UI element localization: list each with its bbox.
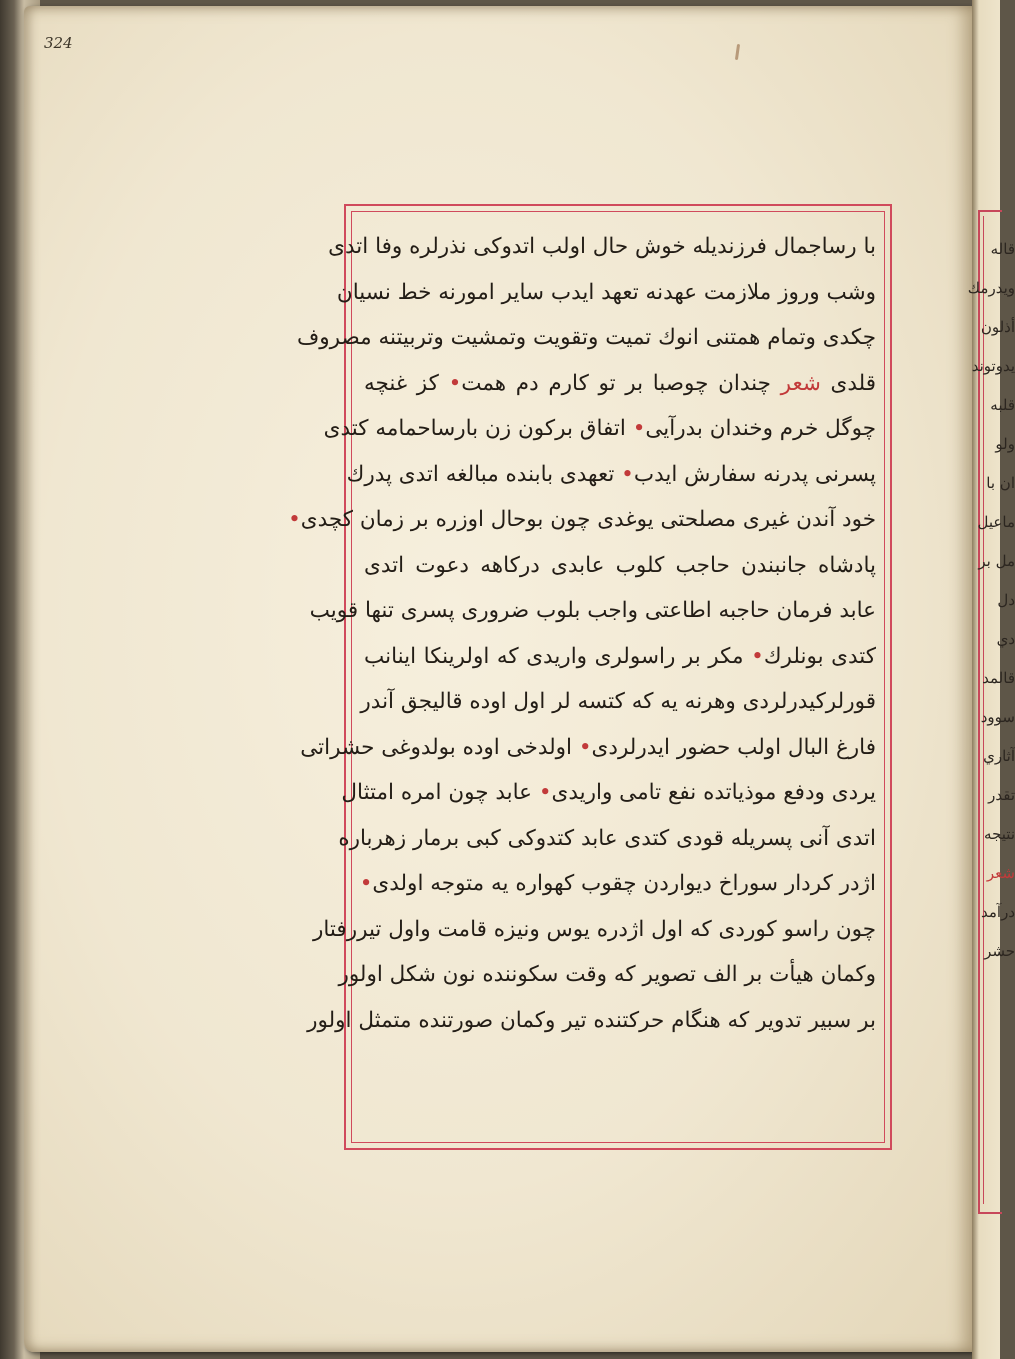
punctuation-dot: • — [578, 734, 592, 760]
punctuation-dot: • — [359, 871, 373, 896]
text-line — [313, 907, 876, 953]
text-line — [338, 816, 876, 862]
text-line — [338, 952, 876, 998]
facing-page-fragment: ماعيل — [977, 513, 1015, 531]
text-segment: عابد چون امره امتثال — [341, 780, 539, 805]
text-line — [364, 543, 876, 589]
facing-page-fragment: مل بر — [978, 552, 1015, 570]
facing-page-fragment: سوود — [980, 708, 1015, 726]
text-segment: قلدی — [820, 370, 876, 396]
text-line — [297, 315, 876, 361]
facing-page-fragment: قاله — [990, 240, 1015, 258]
text-segment: عابد فرمان حاجبه اطاعتی واجب بلوب ضروری پسری تنها قویب — [309, 598, 876, 623]
punctuation-dot: • — [751, 643, 764, 669]
text-line — [346, 452, 876, 498]
text-segment: با رساجمال فرزندیله خوش حال اولب اتدوکی نذرلره وفا اتدی — [328, 234, 876, 259]
punctuation-dot: • — [288, 507, 301, 532]
text-block — [288, 224, 877, 1043]
facing-page-text — [967, 230, 1015, 971]
text-segment: اژدر کردار سوراخ دیواردن چقوب کهواره یه متوجه اولدی — [372, 871, 876, 896]
punctuation-dot: • — [621, 461, 634, 487]
text-segment: قورلرکیدرلردی وهرنه یه که کتسه لر اول اوده قالیجق آندر — [360, 689, 876, 714]
facing-page-fragment: حشر — [984, 942, 1015, 960]
facing-page-fragment: ويدرمك — [967, 279, 1015, 297]
facing-page-fragment: دي — [996, 630, 1015, 648]
text-segment: اتدی آنی پسریله قودی کتدی عابد کتدوکی کبی برمار زهرباره — [338, 825, 876, 851]
text-segment: چندان چوصبا بر تو کارم دم همت — [461, 370, 781, 396]
text-line — [360, 679, 876, 725]
facing-page-fragment: قلبه — [990, 396, 1015, 414]
text-line — [364, 634, 876, 680]
folio-number: 324 — [44, 34, 73, 52]
text-segment: وشب وروز ملازمت عهدنه تعهد ایدب سایر امورنه خط نسیان — [336, 279, 876, 305]
facing-page-fragment: شعر — [986, 864, 1015, 882]
rubric-heading: شعر — [780, 370, 821, 396]
text-segment: فارغ البال اولب حضور ایدرلردی — [591, 734, 876, 760]
text-segment: تعهدی بابنده مبالغه اتدی پدرك — [346, 461, 622, 487]
facing-page-fragment: ان با — [986, 474, 1015, 492]
text-segment: چون راسو کوردی که اول اژدره یوس ونیزه قامت واول تیررفتار — [313, 916, 876, 942]
text-line — [364, 361, 876, 407]
text-line — [336, 270, 876, 316]
ink-stain — [735, 44, 740, 60]
punctuation-dot: • — [632, 416, 646, 441]
facing-page-fragment: قالمد — [982, 669, 1015, 687]
text-segment: بر سبیر تدویر که هنگام حرکتنده تیر وکمان صورتنده متمثل اولور — [307, 1007, 876, 1033]
text-line — [323, 406, 876, 452]
text-segment: وکمان هیأت بر الف تصویر که وقت سکوننده نون شکل اولور — [338, 962, 876, 987]
facing-page-fragment: أذلون — [980, 318, 1015, 336]
text-line — [341, 770, 876, 816]
text-segment: کز غنچه — [364, 370, 449, 396]
text-segment: یردی ودفع موذیاتده نفع تامی واریدی — [551, 780, 876, 805]
text-line — [288, 497, 876, 543]
punctuation-dot: • — [448, 370, 462, 396]
text-segment: اولدخی اوده بولدوغی حشراتی — [300, 734, 579, 760]
text-segment: اتفاق برکون زن بارساحمامه کتدی — [323, 416, 633, 441]
text-segment: کتدی بونلرك — [763, 643, 877, 669]
manuscript-page — [24, 6, 974, 1352]
text-line — [328, 224, 876, 270]
text-segment: مکر بر راسولری واریدی که اولرینکا اینانب — [364, 643, 752, 669]
text-segment: پسرنی پدرنه سفارش ایدب — [633, 461, 876, 487]
text-line — [359, 861, 876, 907]
text-segment: چوگل خرم وخندان بدرآیی — [645, 416, 876, 441]
facing-page-fragment: تقدر — [988, 786, 1015, 804]
facing-page-fragment: يدوتوند — [971, 357, 1015, 375]
text-frame — [288, 204, 892, 1150]
facing-page-fragment: درآمد — [981, 903, 1015, 921]
text-line — [300, 725, 876, 771]
facing-page-fragment: آثاري — [983, 747, 1015, 765]
punctuation-dot: • — [538, 780, 552, 805]
text-segment: پادشاه جانبندن حاجب کلوب عابدی درکاهه دعوت اتدی — [364, 552, 876, 578]
text-segment: خود آندن غیری مصلحتی یوغدی چون بوحال اوزره بر زمان کچدی — [300, 507, 876, 532]
facing-page-fragment: نتيجه — [984, 825, 1015, 843]
facing-page-edge — [967, 0, 1015, 1359]
text-line — [307, 998, 876, 1044]
text-segment: چکدی وتمام همتنی انوك تمیت وتقویت وتمشیت وتربیتنه مصروف — [297, 325, 876, 350]
facing-page-fragment: ولو — [995, 435, 1015, 453]
facing-page-fragment: دل — [997, 591, 1015, 609]
text-line — [309, 588, 876, 634]
